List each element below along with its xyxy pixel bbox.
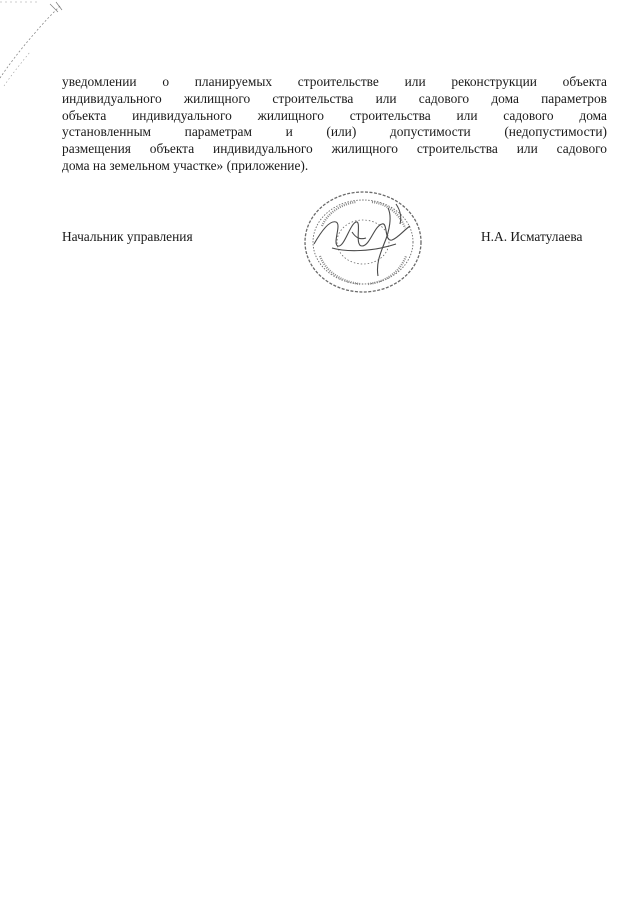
body-line: индивидуального жилищного строительства или садового дома параметров — [62, 90, 607, 106]
handwritten-signature-icon — [314, 204, 410, 276]
body-line: установленным параметрам и (или) допустимости (недопустимости) — [62, 124, 607, 140]
signer-name: Н.А. Исматулаева — [481, 229, 583, 244]
official-seal-icon — [292, 186, 434, 296]
body-line: объекта индивидуального жилищного строительства или садового дома — [62, 107, 607, 123]
body-line: размещения объекта индивидуального жилищного строительства или садового — [62, 141, 607, 157]
signer-position: Начальник управления — [62, 229, 193, 244]
body-line: уведомлении о планируемых строительстве или реконструкции объекта — [62, 74, 607, 89]
body-paragraph — [62, 74, 607, 175]
body-line: дома на земельном участке» (приложение). — [62, 157, 309, 173]
